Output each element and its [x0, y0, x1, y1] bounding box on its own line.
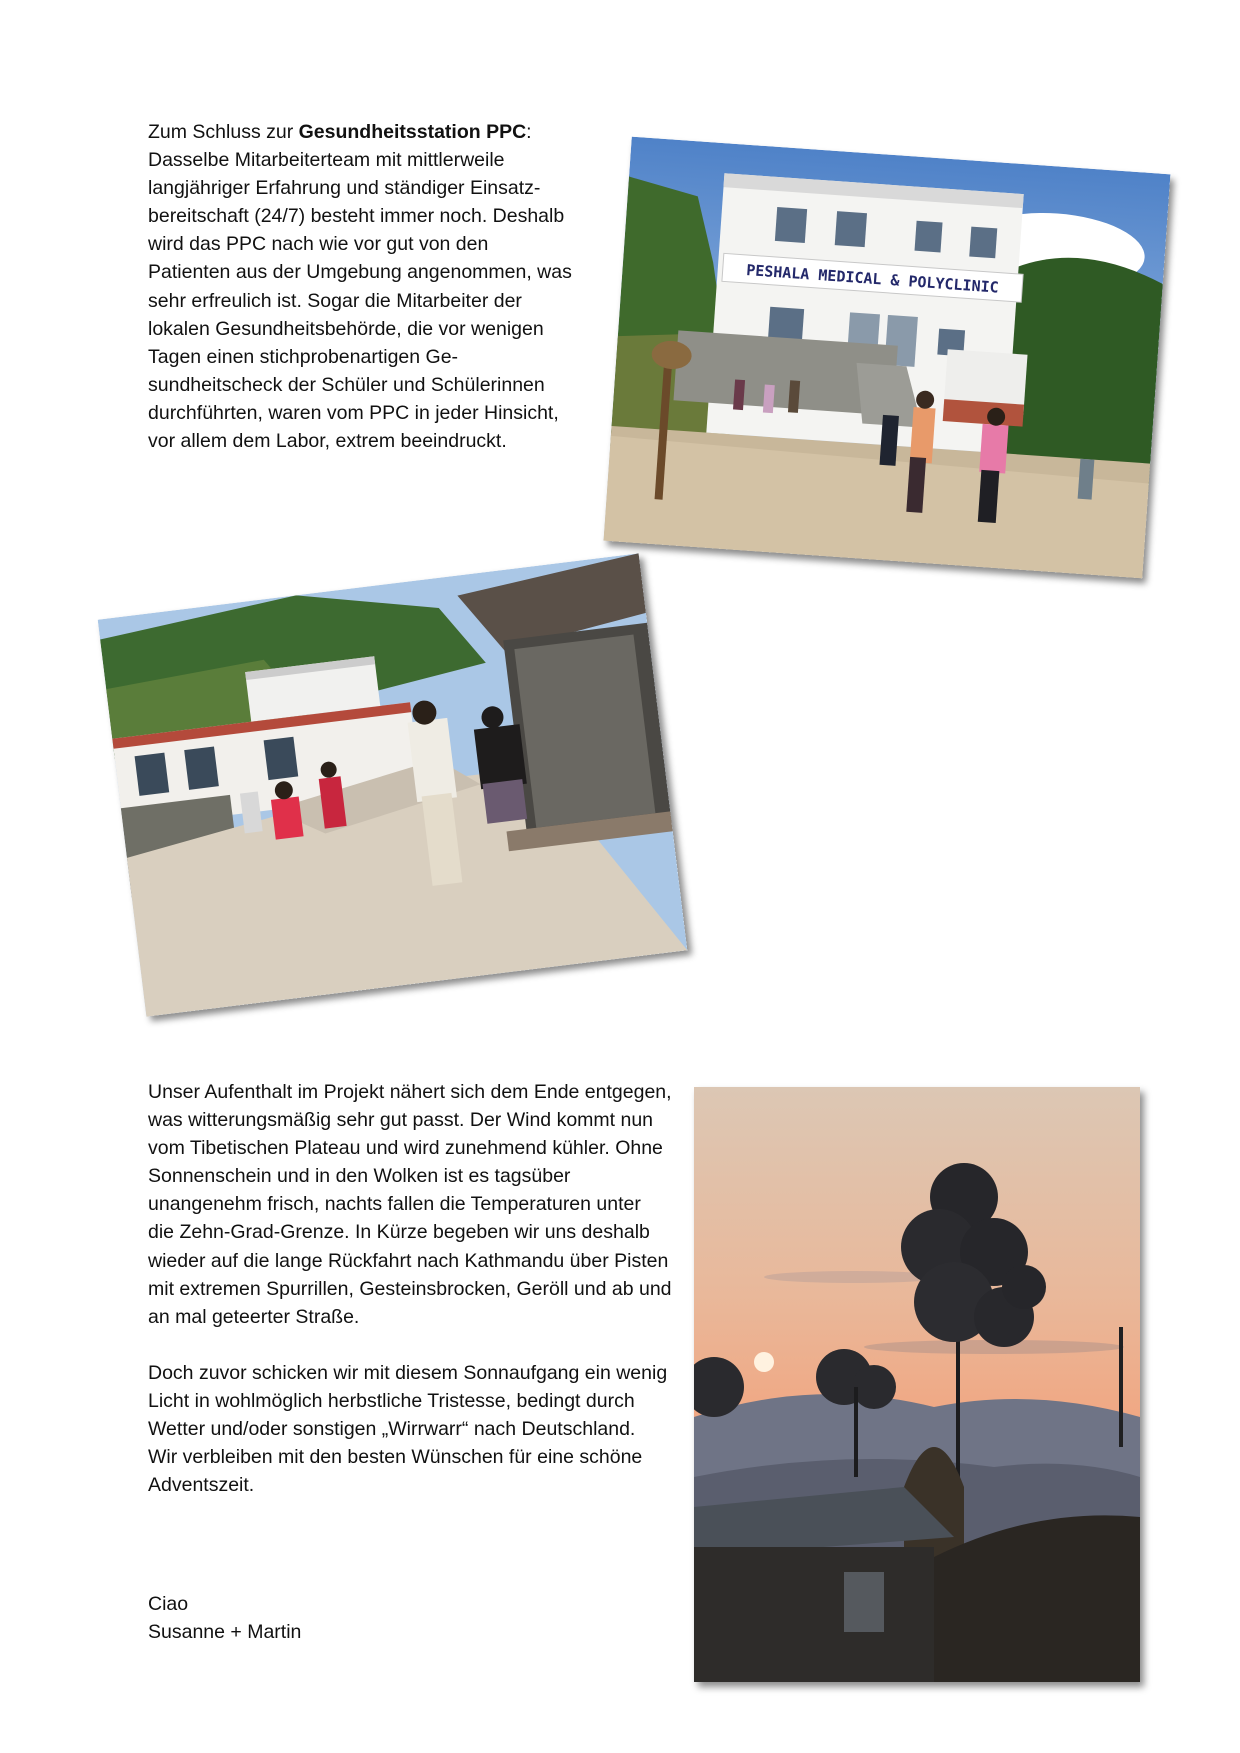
end-paragraph-1: Unser Aufenthalt im Projekt nähert sich dem Ende entgegen, was witterungsmäßig sehr gut passt. Der Wind kommt nun vom Tibetischen Plateau und wird zunehmend kühler. Ohne Sonnenschein und in den Wolken ist es tagsüber unangenehm frisch, nachts fallen die Temperaturen unter die Zehn-Grad-Grenze. In Kürze begeben wir uns deshalb wieder auf die lange Rückfahrt nach Kathmandu über Pisten mit extremen Spurrillen, Gesteinsbrocken, Geröll und ab und an mal geteerter Straße.: [148, 1081, 672, 1328]
signature-names: Susanne + Martin: [148, 1621, 302, 1644]
end-of-stay-text: [148, 1078, 672, 1499]
end-paragraph-2: Doch zuvor schicken wir mit diesem Sonnaufgang ein wenig Licht in wohlmöglich herbstliche Tristesse, bedingt durch Wetter und/oder sonstigen „Wirrwarr“ nach Deutschland.: [148, 1361, 668, 1441]
sunrise-photo: [694, 1087, 1140, 1682]
street-photo-image: [98, 553, 688, 1016]
ppc-intro-bold: Gesundheitsstation PPC: [298, 121, 527, 143]
clinic-photo-image: [604, 137, 1171, 579]
ppc-paragraph: [148, 118, 574, 455]
signature-greeting: Ciao: [148, 1593, 189, 1615]
ppc-intro-line: [148, 118, 574, 146]
paragraph-gap: [148, 1331, 672, 1359]
ppc-intro-text: Zum Schluss zur: [148, 121, 299, 143]
clinic-sign-text: PESHALA MEDICAL & POLYCLINIC: [745, 260, 1000, 297]
street-photo: [98, 553, 688, 1016]
end-paragraph-3: Wir verbleiben mit den besten Wünschen für eine schöne Adventszeit.: [148, 1446, 643, 1497]
clinic-photo: [604, 137, 1171, 579]
ppc-body: Dasselbe Mitarbeiterteam mit mittlerweile langjähriger Erfahrung und ständiger Einsatzbereitschaft (24/7) besteht immer noch. Deshalb wird das PPC nach wie vor gut von den Patienten aus der Umgebung angenommen, was sehr erfreulich ist. Sogar die Mitarbeiter der lokalen Gesundheitsbehörde, die vor wenigen Tagen einen stichprobenartigen Gesundheitscheck der Schüler und Schülerinnen durchführten, waren vom PPC in jeder Hinsicht, vor allem dem Labor, extrem beeindruckt.: [148, 149, 572, 453]
sunrise-photo-image: [694, 1087, 1140, 1682]
signature: [148, 1590, 448, 1646]
ppc-intro-colon: :: [526, 121, 532, 143]
